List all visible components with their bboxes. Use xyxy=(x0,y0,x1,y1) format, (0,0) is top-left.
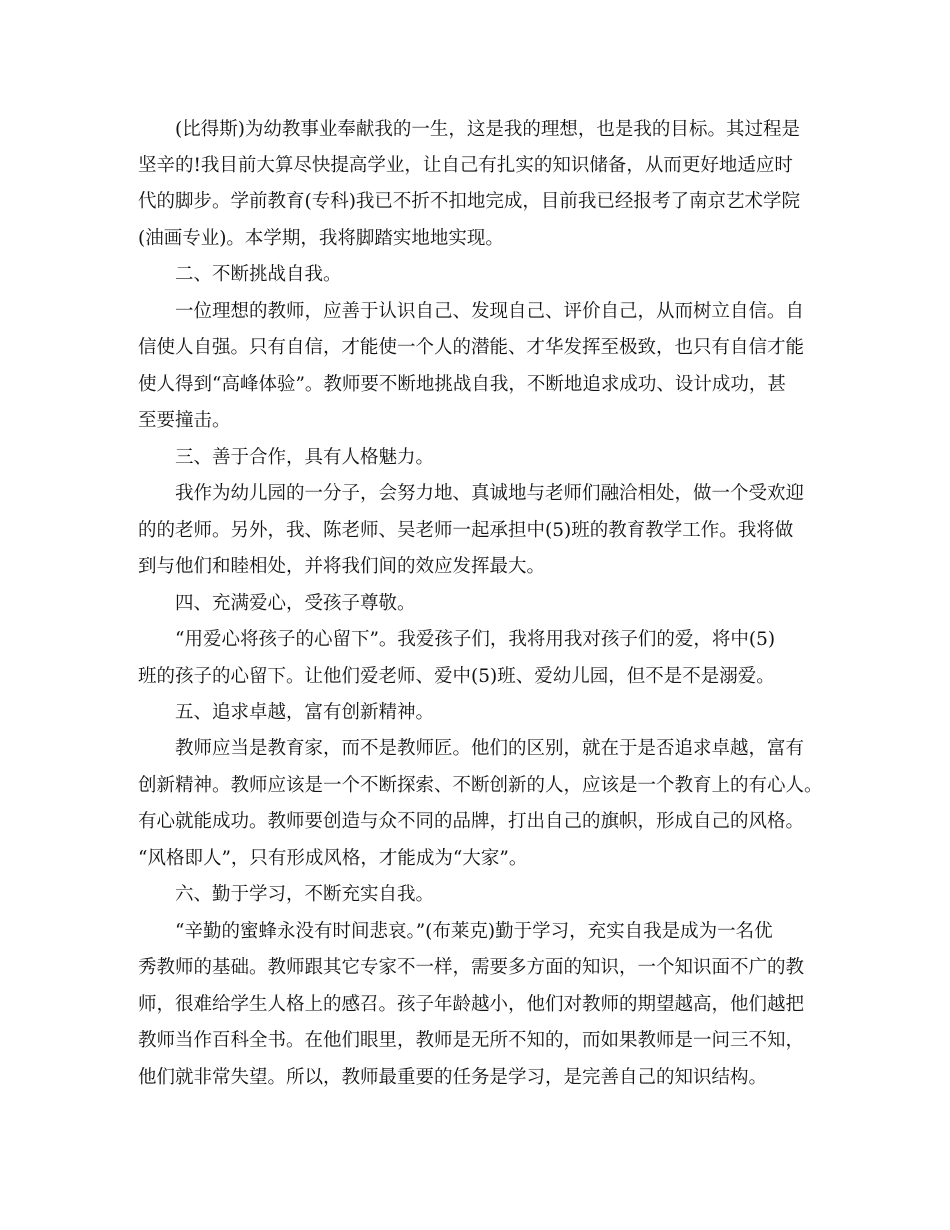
text-line: 代的脚步。学前教育(专科)我已不折不扣地完成，目前我已经报考了南京艺术学院 xyxy=(138,191,800,212)
text-line: 使人得到“高峰体验”。教师要不断地挑战自我，不断地追求成功、设计成功，甚 xyxy=(138,374,786,395)
section-heading: 四、充满爱心，受孩子尊敬。 xyxy=(175,593,416,614)
text-line: “用爱心将孩子的心留下”。我爱孩子们，我将用我对孩子们的爱，将中(5) xyxy=(175,629,776,650)
text-line: 至要撞击。 xyxy=(138,410,231,431)
section-heading: 二、不断挑战自我。 xyxy=(175,264,342,285)
text-line: 我作为幼儿园的一分子，会努力地、真诚地与老师们融洽相处，做一个受欢迎 xyxy=(175,483,805,504)
text-line: 创新精神。教师应该是一个不断探索、不断创新的人，应该是一个教育上的有心人。 xyxy=(138,775,823,796)
section-heading: 六、勤于学习，不断充实自我。 xyxy=(175,884,435,905)
section-heading: 三、善于合作，具有人格魅力。 xyxy=(175,447,435,468)
text-line: 坚辛的!我目前大算尽快提高学业，让自己有扎实的知识储备，从而更好地适应时 xyxy=(138,155,793,176)
text-line: 的的老师。另外，我、陈老师、吴老师一起承担中(5)班的教育教学工作。我将做 xyxy=(138,520,794,541)
text-line: 一位理想的教师，应善于认识自己、发现自己、评价自己，从而树立自信。自 xyxy=(175,301,805,322)
text-line: 信使人自强。只有自信，才能使一个人的潜能、才华发挥至极致，也只有自信才能 xyxy=(138,337,805,358)
text-line: 班的孩子的心留下。让他们爱老师、爱中(5)班、爱幼儿园，但不是不是溺爱。 xyxy=(138,666,775,687)
text-line: (油画专业)。本学期，我将脚踏实地地实现。 xyxy=(138,228,504,249)
text-line: 教师应当是教育家，而不是教师匠。他们的区别，就在于是否追求卓越，富有 xyxy=(175,738,805,759)
text-line: (比得斯)为幼教事业奉献我的一生，这是我的理想，也是我的目标。其过程是 xyxy=(175,119,800,140)
text-line: 有心就能成功。教师要创造与众不同的品牌，打出自己的旗帜，形成自己的风格。 xyxy=(138,811,805,832)
text-line: “辛勤的蜜蜂永没有时间悲哀。”(布莱克)勤于学习，充实自我是成为一名优 xyxy=(175,921,773,942)
text-line: 到与他们和睦相处，并将我们间的效应发挥最大。 xyxy=(138,556,546,577)
text-line: 他们就非常失望。所以，教师最重要的任务是学习，是完善自己的知识结构。 xyxy=(138,1067,768,1088)
text-line: 秀教师的基础。教师跟其它专家不一样，需要多方面的知识，一个知识面不广的教 xyxy=(138,957,805,978)
section-heading: 五、追求卓越，富有创新精神。 xyxy=(175,702,435,723)
text-line: 师，很难给学生人格上的感召。孩子年龄越小，他们对教师的期望越高，他们越把 xyxy=(138,994,805,1015)
text-line: 教师当作百科全书。在他们眼里，教师是无所不知的，而如果教师是一问三不知， xyxy=(138,1030,805,1051)
text-line: “风格即人”，只有形成风格，才能成为“大家”。 xyxy=(138,848,528,869)
